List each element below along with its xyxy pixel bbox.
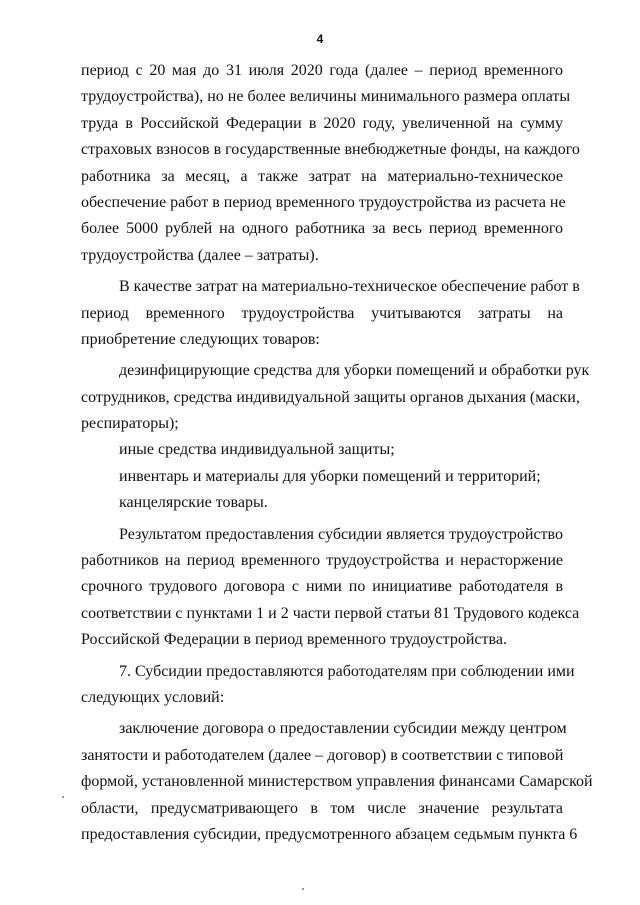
paragraph (81, 716, 593, 848)
text-line: обеспечение работ в период временного трудоустройства из расчета не (81, 193, 566, 211)
scan-speck (302, 888, 304, 890)
document-body (81, 58, 593, 848)
text-line: В качестве затрат на материально-техническое обеспечение работ в (119, 278, 580, 296)
paragraph (81, 274, 580, 353)
text-line: более 5000 рублей на одного работника за весь период временного (81, 220, 563, 238)
text-line: трудоустройства), но не более величины минимального размера оплаты (81, 88, 571, 106)
text-line: заключение договора о предоставлении субсидии между центром (119, 720, 567, 738)
text-line: дезинфицирующие средства для уборки помещений и обработки рук (119, 362, 590, 380)
text-line: инвентарь и материалы для уборки помещений и территорий; (119, 467, 541, 485)
text-line: работника за месяц, а также затрат на материально-техническое (81, 167, 563, 185)
text-line: сотрудников, средства индивидуальной защиты органов дыхания (маски, (81, 388, 580, 406)
text-line: период временного трудоустройства учитываются затраты на (81, 304, 563, 322)
paragraph (81, 358, 590, 437)
text-line: предоставления субсидии, предусмотренного абзацем седьмым пункта 6 (81, 825, 578, 843)
scan-speck (62, 796, 64, 798)
paragraph (81, 659, 575, 712)
page-number: 4 (316, 32, 324, 46)
text-line: страховых взносов в государственные внебюджетные фонды, на каждого (81, 141, 580, 159)
paragraph (81, 464, 563, 490)
paragraph (81, 437, 563, 463)
text-line: работников на период временного трудоустройства и нерасторжение (81, 552, 563, 570)
text-line: Результатом предоставления субсидии является трудоустройство (119, 525, 563, 543)
paragraph (81, 522, 580, 654)
text-line: срочного трудового договора с ними по инициативе работодателя в (81, 578, 563, 596)
text-line: период с 20 мая до 31 июля 2020 года (далее – период временного (81, 62, 563, 79)
text-line: формой, установленной министерством управления финансами Самарской (81, 773, 593, 791)
paragraph (81, 490, 563, 516)
text-line: трудоустройства (далее – затраты). (81, 246, 319, 264)
text-line: иные средства индивидуальной защиты; (119, 441, 395, 459)
text-line: 7. Субсидии предоставляются работодателям при соблюдении ими (119, 662, 575, 680)
text-line: области, предусматривающего в том числе значение результата (81, 799, 563, 817)
text-line: следующих условий: (81, 688, 225, 706)
text-line: респираторы); (81, 415, 179, 433)
text-line: соответствии с пунктами 1 и 2 части первой статьи 81 Трудового кодекса (81, 604, 580, 622)
text-line: приобретение следующих товаров: (81, 330, 320, 348)
text-line: труда в Российской Федерации в 2020 году, увеличенной на сумму (81, 114, 563, 132)
text-line: Российской Федерации в период временного трудоустройства. (81, 631, 507, 649)
text-line: занятости и работодателем (далее – договор) в соответствии с типовой (81, 746, 564, 764)
text-line: канцелярские товары. (119, 494, 268, 512)
paragraph (81, 58, 580, 269)
